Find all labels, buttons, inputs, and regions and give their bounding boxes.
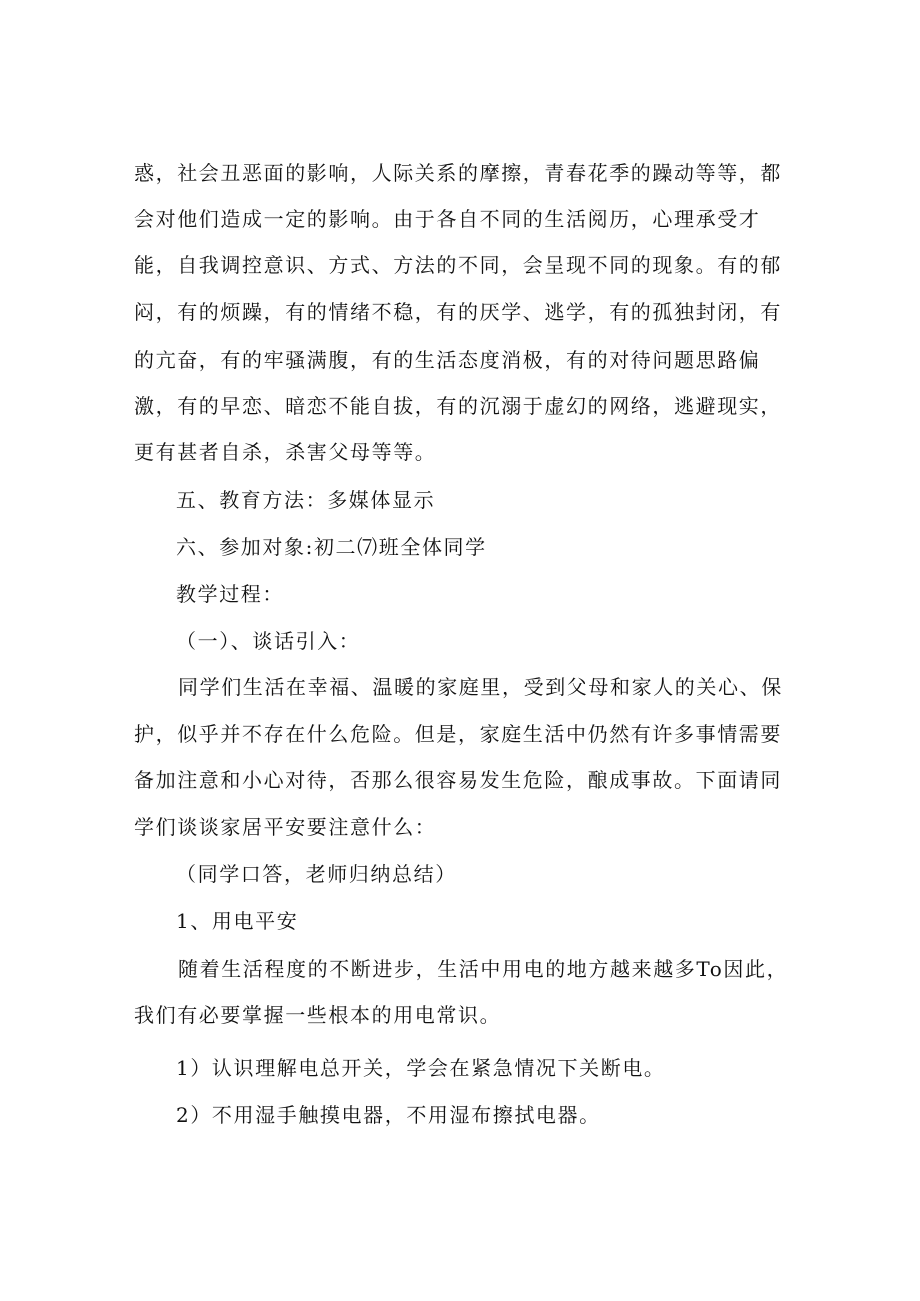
- paragraph-line: 激，有的早恋、暗恋不能自拔，有的沉溺于虚幻的网络，逃避现实，: [134, 394, 782, 418]
- subsection-heading-electricity: 1、用电平安: [176, 909, 299, 933]
- note-line: （同学口答，老师归纳总结）: [176, 862, 457, 886]
- subsection-heading-intro: （一）、谈话引入：: [176, 629, 361, 653]
- paragraph-line: 护，似乎并不存在什么危险。但是，家庭生活中仍然有许多事情需要: [134, 722, 782, 746]
- paragraph-line: 会对他们造成一定的影响。由于各自不同的生活阅历，心理承受才: [134, 207, 761, 231]
- section-heading-participants: 六、参加对象:初二⑺班全体同学: [176, 535, 487, 559]
- paragraph-line: 我们有必要掌握一些根本的用电常识。: [134, 1003, 502, 1027]
- paragraph-line: 更有甚者自杀，杀害父母等等。: [134, 440, 437, 464]
- list-item: 1）认识理解电总开关，学会在紧急情况下关断电。: [176, 1056, 666, 1080]
- section-heading-methods: 五、教育方法：多媒体显示: [176, 488, 436, 512]
- paragraph-line: 学们谈谈家居平安要注意什么：: [134, 815, 437, 839]
- paragraph-line: 闷，有的烦躁，有的情绪不稳，有的厌学、逃学，有的孤独封闭，有: [134, 300, 782, 324]
- paragraph-line: 备加注意和小心对待，否那么很容易发生危险，酿成事故。下面请同: [134, 768, 782, 792]
- paragraph-line: 同学们生活在幸福、温暖的家庭里，受到父母和家人的关心、保: [178, 675, 783, 699]
- section-heading-process: 教学过程：: [176, 582, 284, 606]
- paragraph-line: 随着生活程度的不断进步，生活中用电的地方越来越多To因此，: [178, 957, 789, 981]
- paragraph-line: 惑，社会丑恶面的影响，人际关系的摩擦，青春花季的躁动等等，都: [134, 161, 782, 185]
- paragraph-line: 的亢奋，有的牢骚满腹，有的生活态度消极，有的对待问题思路偏: [134, 348, 761, 372]
- list-item: 2）不用湿手触摸电器，不用湿布擦拭电器。: [176, 1103, 601, 1127]
- paragraph-line: 能，自我调控意识、方式、方法的不同，会呈现不同的现象。有的郁: [134, 253, 782, 277]
